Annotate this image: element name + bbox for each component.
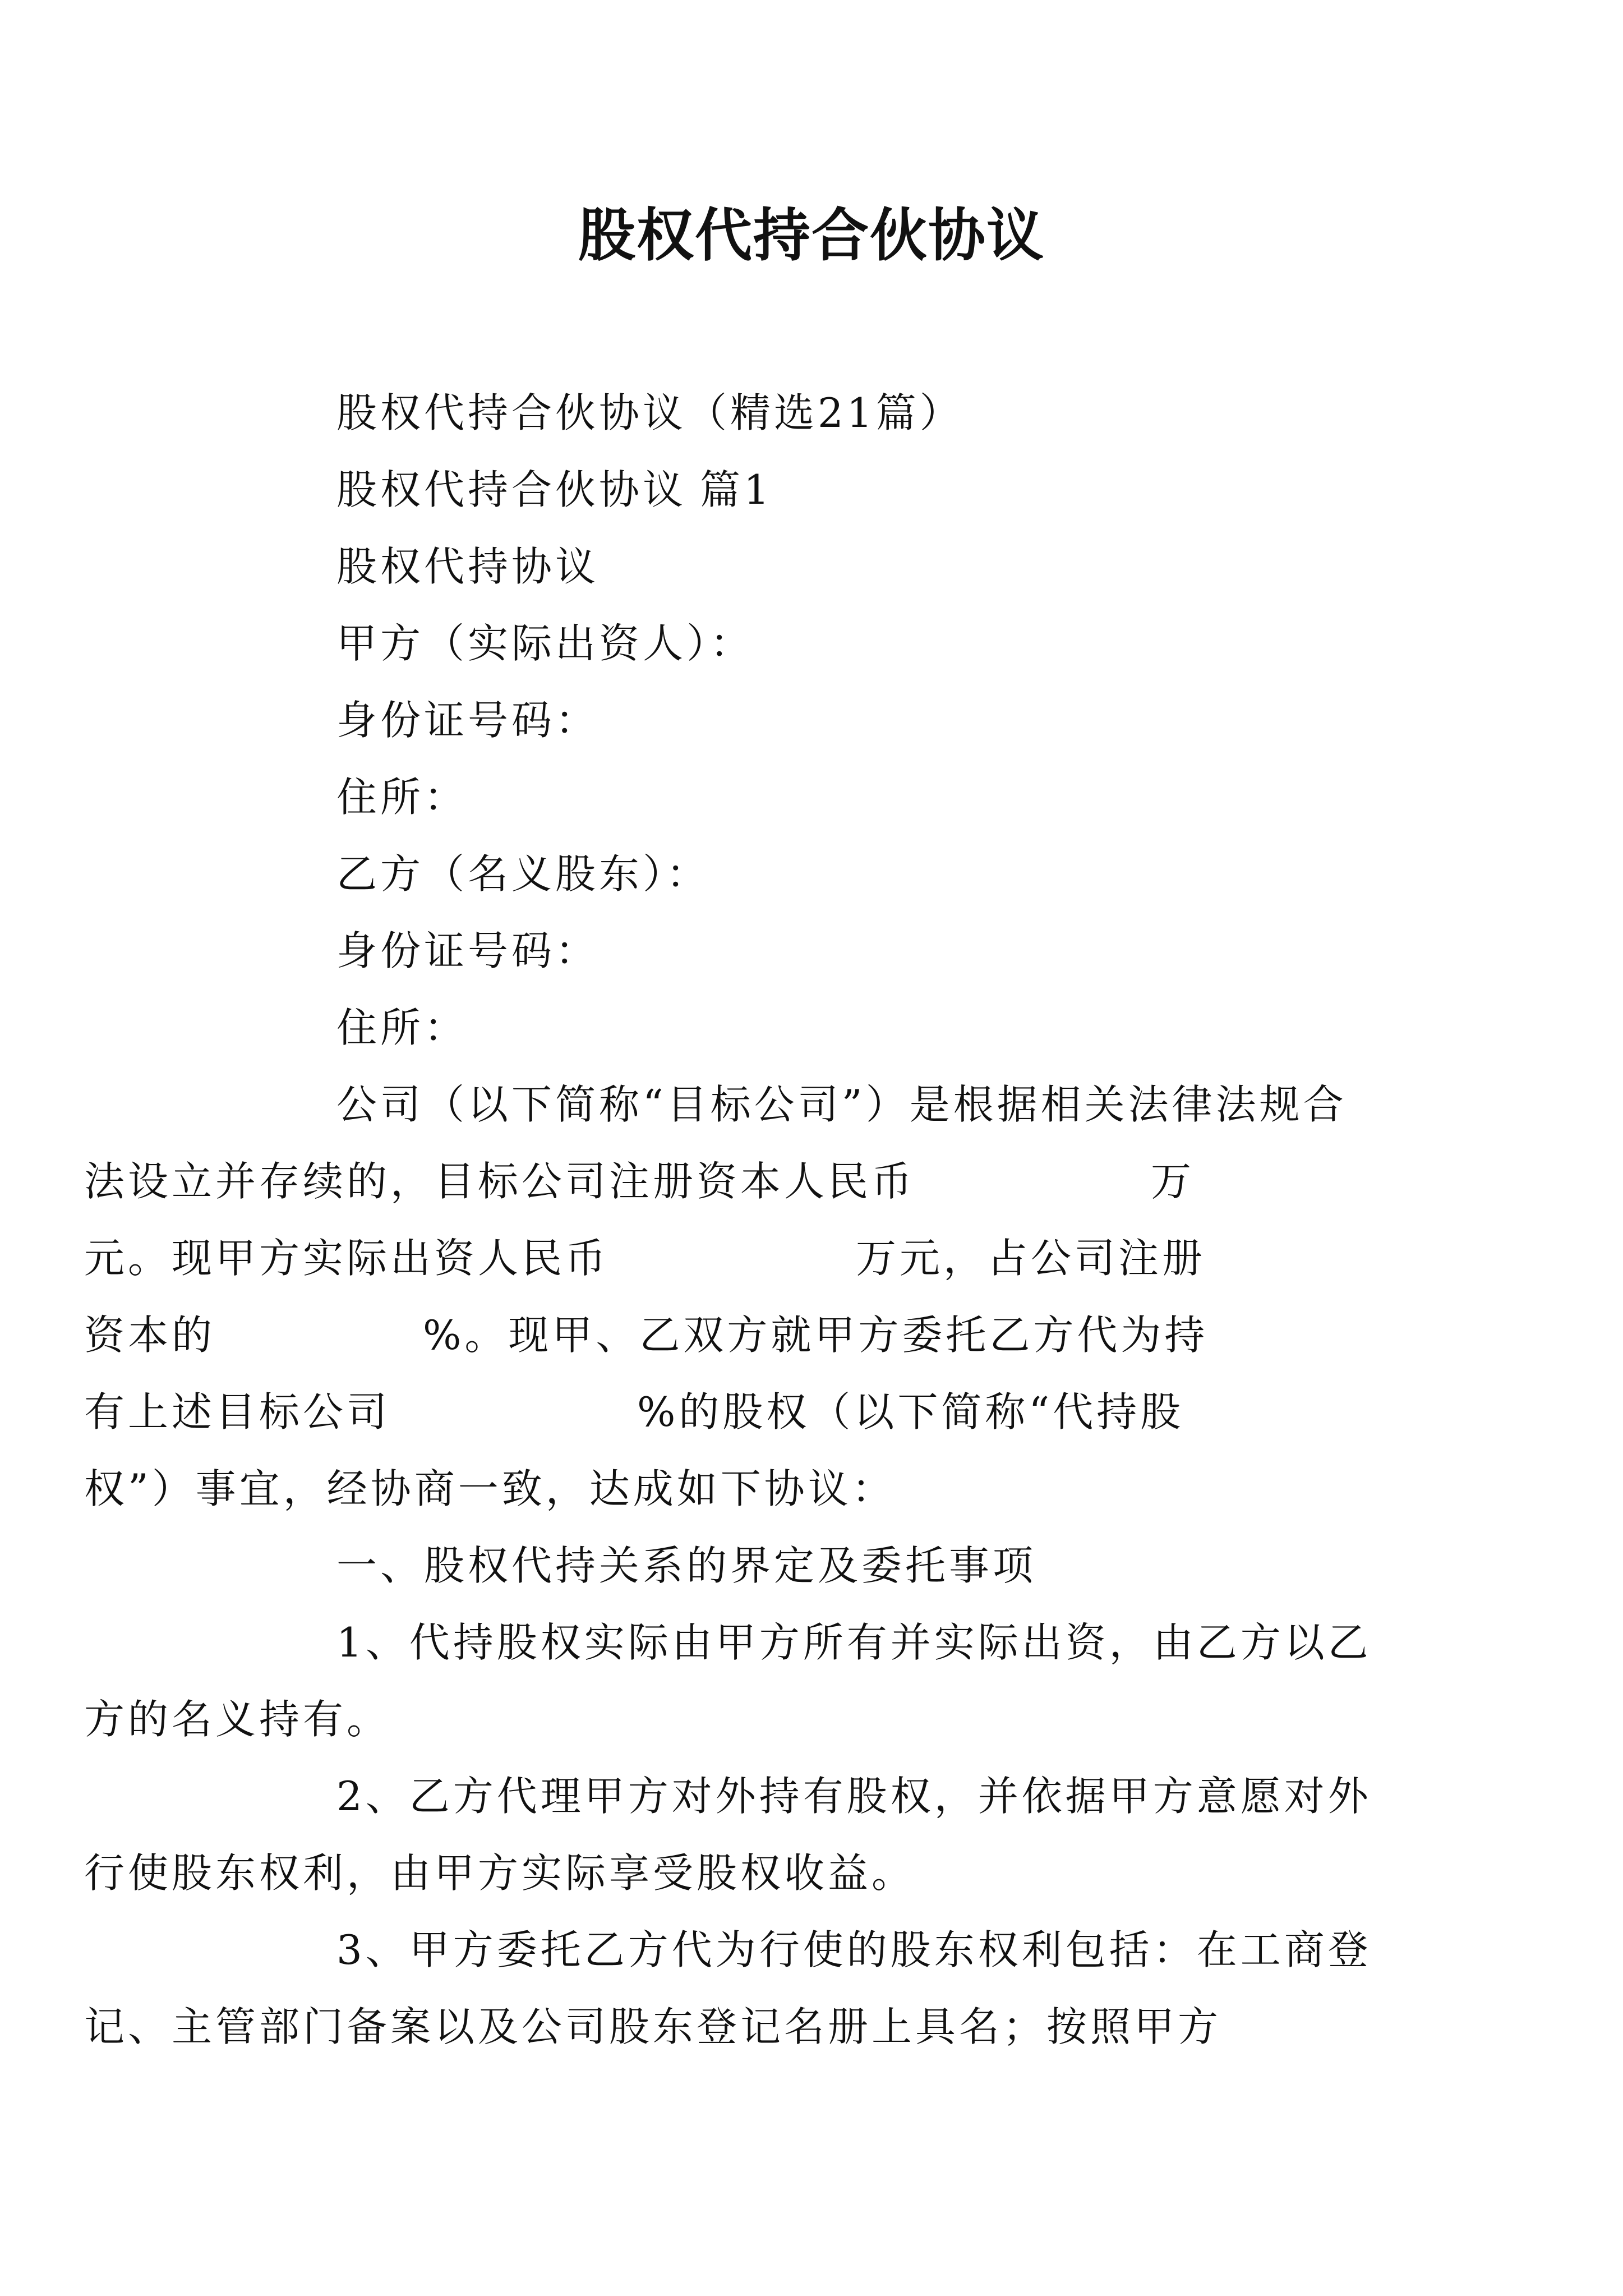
intro-line-3-tail: 万元，占公司注册 <box>856 1235 1206 1282</box>
intro-line-3 <box>84 1220 1217 1297</box>
intro-line-2 <box>84 1143 1217 1220</box>
intro-line-4-text: 资本的 <box>84 1312 216 1359</box>
party-a-line: 甲方（实际出资人）： <box>336 620 754 667</box>
intro-line-5 <box>84 1374 1217 1451</box>
item-2-line-2: 行使股东权利，由甲方实际享受股权收益。 <box>84 1849 916 1897</box>
article-heading-line <box>252 452 1385 528</box>
intro-line-2-unit: 万 <box>1151 1158 1195 1205</box>
item-1-line-1: 1、代持股权实际由甲方所有并实际出资，由乙方以乙 <box>336 1619 1372 1666</box>
party-a-id-line: 身份证号码： <box>336 697 600 744</box>
document-body <box>84 375 1385 2065</box>
intro-paragraph <box>84 1066 1347 1527</box>
party-a-address-line: 住所： <box>336 774 468 821</box>
article-number: 篇1 <box>700 466 773 513</box>
item-3-line-1: 3、甲方委托乙方代为行使的股东权利包括：在工商登 <box>336 1926 1372 1973</box>
intro-line-2-text: 法设立并存续的，目标公司注册资本人民币 <box>84 1158 916 1205</box>
section-1 <box>84 1527 1372 2065</box>
party-b-line: 乙方（名义股东）： <box>336 850 711 898</box>
intro-line-5-text: 有上述目标公司 <box>84 1388 391 1435</box>
item-1-line-2: 方的名义持有。 <box>84 1696 391 1743</box>
subtitle-line: 股权代持合伙协议（精选21篇） <box>336 389 963 436</box>
intro-line-1: 公司（以下简称“目标公司”）是根据相关法律法规合 <box>336 1081 1347 1128</box>
intro-line-3-text: 元。现甲方实际出资人民币 <box>84 1235 610 1282</box>
intro-line-6: 权”）事宜，经协商一致，达成如下协议： <box>84 1465 896 1512</box>
intro-line-4-tail: %。现甲、乙双方就甲方委托乙方代为持 <box>423 1312 1209 1359</box>
section-1-heading: 一、股权代持关系的界定及委托事项 <box>336 1542 1037 1589</box>
party-b-id-line: 身份证号码： <box>336 927 600 974</box>
agreement-name-line: 股权代持协议 <box>336 543 600 590</box>
item-3-line-2: 记、主管部门备案以及公司股东登记名册上具名；按照甲方 <box>84 2003 1222 2050</box>
intro-line-5-tail: %的股权（以下简称“代持股 <box>637 1388 1184 1435</box>
item-2-line-1: 2、乙方代理甲方对外持有股权，并依据甲方意愿对外 <box>336 1773 1372 1820</box>
party-b-address-line: 住所： <box>336 1004 468 1051</box>
intro-line-4 <box>84 1297 1217 1374</box>
document-title: 股权代持合伙协议 <box>578 202 1045 269</box>
article-heading: 股权代持合伙协议 <box>336 466 687 513</box>
